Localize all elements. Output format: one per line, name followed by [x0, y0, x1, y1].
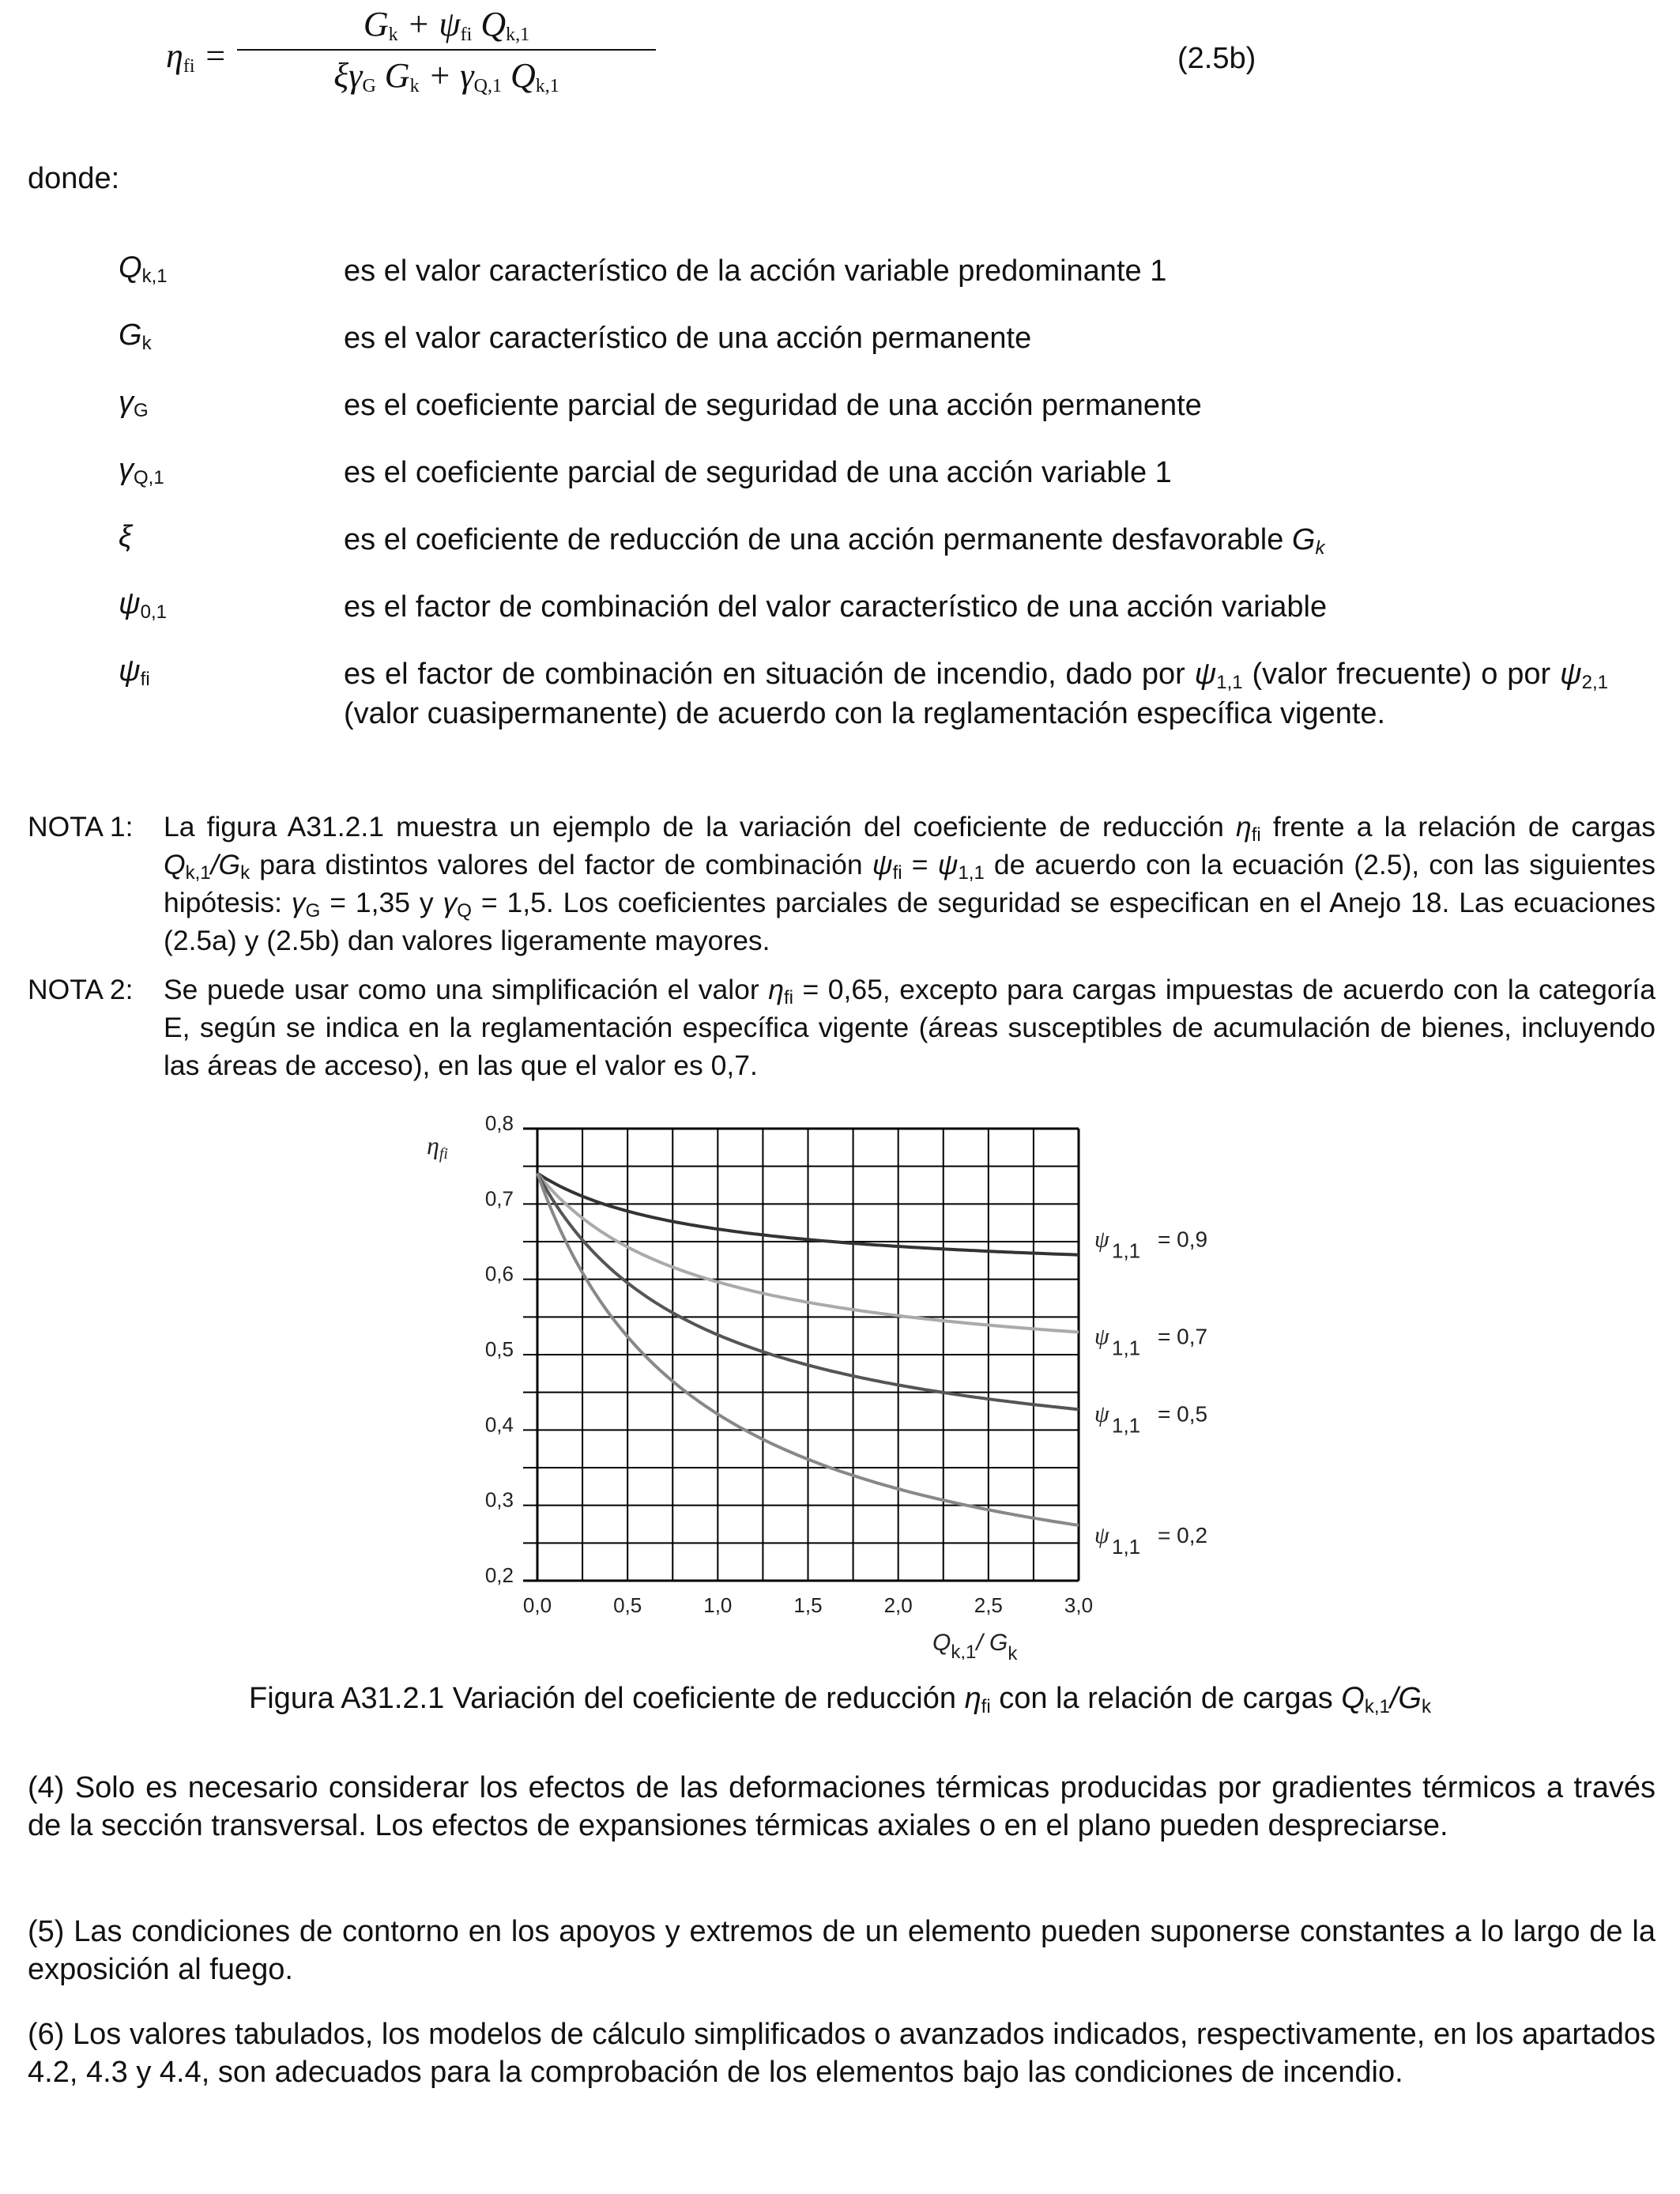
definition-text: es el factor de combinación del valor característico de una acción variable	[344, 590, 1328, 624]
chart-series-labels	[1094, 1227, 1207, 1559]
series-value: = 0,9	[1158, 1227, 1208, 1252]
series-name-sub: 1,1	[1112, 1336, 1141, 1360]
definition-text: es el valor característico de la acción variable predominante 1	[344, 254, 1167, 288]
series-name-sub: 1,1	[1112, 1238, 1141, 1263]
definition-symbol: $\gamma_{Q,1}$	[119, 453, 164, 488]
equation-fraction	[237, 4, 656, 96]
equation-denominator: $\xi\gamma_G$ $G_k + \gamma_{Q,1}$ $Q_{k,1}$	[333, 56, 559, 96]
series-value: = 0,7	[1158, 1324, 1208, 1349]
x-tick-label: 3,0	[1064, 1593, 1094, 1617]
note-1	[28, 808, 1656, 959]
definition-symbol: $\psi_{fi}$	[119, 654, 150, 690]
x-tick-label: 0,0	[522, 1593, 552, 1617]
series-name-sub: 1,1	[1112, 1534, 1141, 1559]
y-tick-label: 0,2	[484, 1563, 514, 1587]
series-label	[1094, 1522, 1207, 1559]
definition-symbol: $\psi_{0,1}$	[119, 587, 168, 623]
x-tick-label: 2,5	[974, 1593, 1003, 1617]
note-label: NOTA 1:	[28, 811, 134, 843]
series-label	[1094, 1400, 1207, 1437]
paragraph-4: (4) Solo es necesario considerar los efectos de las deformaciones térmicas producidas por gradientes térmicos a través de la sección transversal. Los efectos de expansiones térmicas axiales o en el plano pueden despreciarse.	[28, 1771, 1656, 1842]
chart-grid	[523, 1129, 1079, 1581]
note-label: NOTA 2:	[28, 974, 134, 1005]
series-name: ψ	[1094, 1226, 1109, 1253]
series-name-sub: 1,1	[1112, 1413, 1141, 1438]
y-tick-label: 0,6	[484, 1261, 514, 1286]
definition-text: es el factor de combinación en situación de incendio, dado por $\psi_{1,1}$ (valor frecuente) o por $\psi_{2,1}$ (valor cuasipermanente) de acuerdo con la reglamentación específica vigente.	[344, 658, 1608, 730]
y-tick-label: 0,3	[484, 1487, 514, 1512]
equation-number: (2.5b)	[1177, 42, 1256, 75]
series-value: = 0,5	[1158, 1401, 1208, 1427]
definition-symbol: $\gamma_G$	[119, 386, 149, 421]
note-2	[28, 971, 1656, 1084]
equation-2-5b	[150, 4, 1414, 115]
donde-label: donde:	[28, 162, 120, 195]
x-tick-label: 2,0	[883, 1593, 913, 1617]
note-body: Se puede usar como una simplificación el valor $\eta_{fi} = 0,65$, excepto para cargas impuestas de acuerdo con la categoría E, según se indica en la reglamentación específica vigente (áreas susceptibles de acumulación de bienes, incluyendo las áreas de acceso), en las que el valor es 0,7.	[164, 974, 1656, 1081]
paragraph-6: (6) Los valores tabulados, los modelos de cálculo simplificados o avanzados indicados, respectivamente, en los apartados 4.2, 4.3 y 4.4, son adecuados para la comprobación de los elementos bajo las condiciones de incendio.	[28, 2018, 1656, 2089]
series-name: ψ	[1094, 1521, 1109, 1548]
definition-text: es el coeficiente parcial de seguridad de una acción variable 1	[344, 456, 1172, 489]
fraction-bar	[237, 49, 656, 51]
definition-text: es el coeficiente de reducción de una acción permanente desfavorable $G_k$	[344, 523, 1325, 559]
definition-symbol: ξ	[119, 520, 132, 553]
y-tick-label: 0,4	[484, 1412, 514, 1437]
series-name: ψ	[1094, 1323, 1109, 1350]
note-body: La figura A31.2.1 muestra un ejemplo de la variación del coeficiente de reducción $\eta_{fi}$ frente a la relación de cargas $Q_{k,1}/G_k$ para distintos valores del factor de combinación $\psi_{fi} = \psi_{1,1}$ de acuerdo con la ecuación (2.5), con las siguientes hipótesis: $\gamma_G = 1,35$ y $\gamma_Q = 1,5$. Los coeficientes parciales de seguridad se especifican en el Anejo 18. Las ecuaciones (2.5a) y (2.5b) dan valores ligeramente mayores.	[164, 811, 1656, 956]
y-tick-label: 0,8	[484, 1111, 514, 1135]
series-name: ψ	[1094, 1400, 1109, 1427]
definition-symbol: $Q_{k,1}$	[119, 251, 168, 287]
series-label	[1094, 1323, 1207, 1359]
chart-y-label: ηfi	[427, 1131, 448, 1163]
definition-text: es el valor característico de una acción permanente	[344, 322, 1032, 355]
series-value: = 0,2	[1158, 1522, 1208, 1547]
series-label	[1094, 1227, 1207, 1263]
equation-lhs: $\eta_{fi}$ =	[166, 36, 228, 77]
chart-x-label: $Q_{k,1}/$ $G_k$	[932, 1630, 1018, 1660]
definition-text: es el coeficiente parcial de seguridad de una acción permanente	[344, 389, 1202, 422]
y-tick-label: 0,7	[484, 1186, 514, 1211]
eta-fi-chart	[411, 1106, 1328, 1660]
chart-ticks	[485, 1111, 1093, 1617]
definition-symbol: $G_k$	[119, 319, 152, 354]
y-tick-label: 0,5	[484, 1337, 514, 1361]
x-tick-label: 1,0	[703, 1593, 733, 1617]
paragraph-5: (5) Las condiciones de contorno en los apoyos y extremos de un elemento pueden suponerse constantes a lo largo de la exposición al fuego.	[28, 1915, 1656, 1986]
figure-caption: Figura A31.2.1 Variación del coeficiente de reducción $\eta_{fi}$ con la relación de cargas $Q_{k,1}/G_k$	[249, 1682, 1431, 1717]
x-tick-label: 1,5	[793, 1593, 823, 1617]
x-tick-label: 0,5	[613, 1593, 642, 1617]
equation-numerator: $G_k + \psi_{fi}$ $Q_{k,1}$	[363, 5, 530, 45]
